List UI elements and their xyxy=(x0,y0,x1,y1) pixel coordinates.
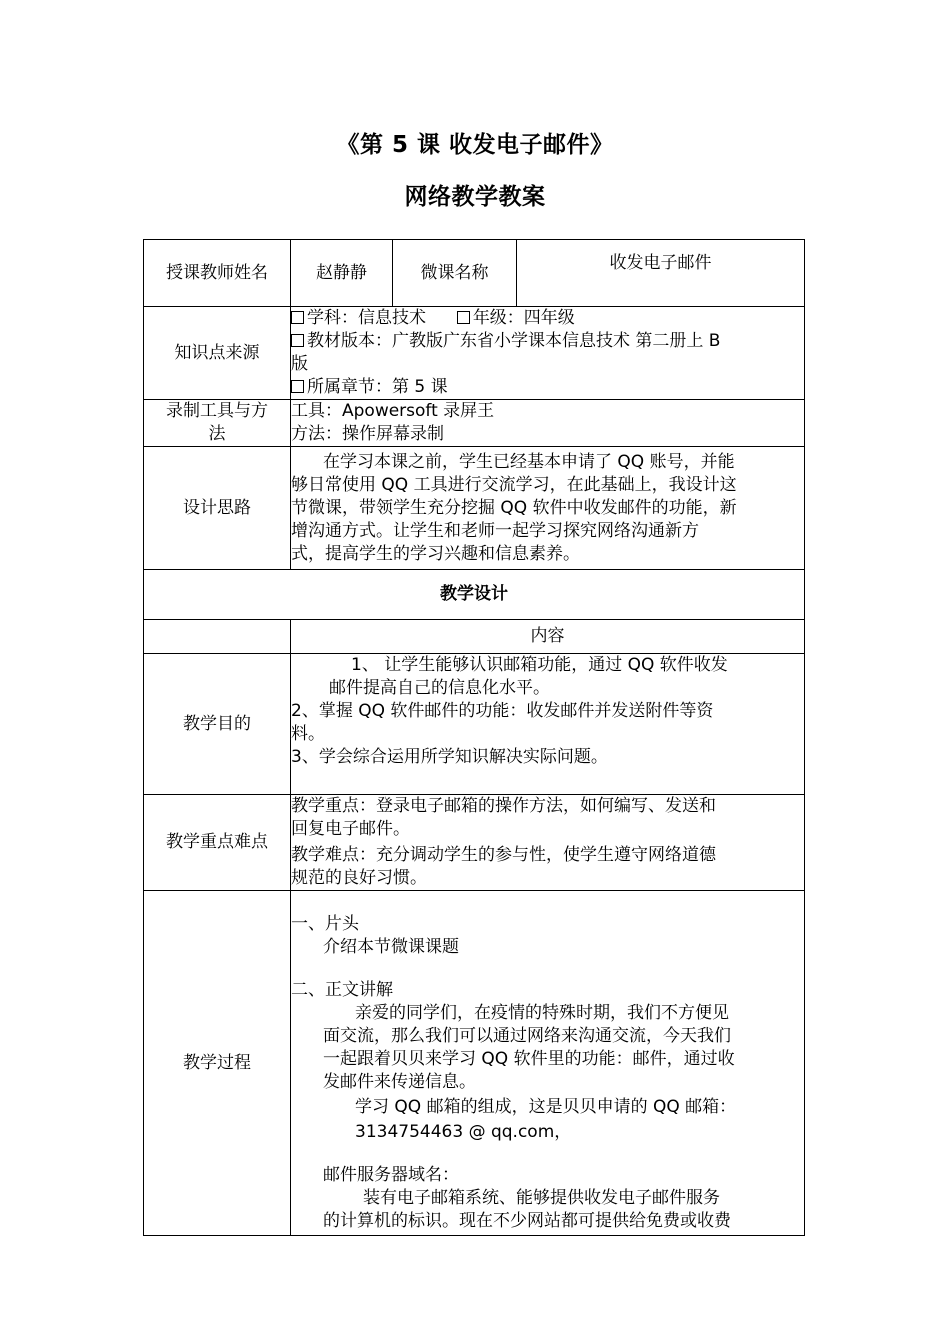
chapter-text: 所属章节：第 5 课 xyxy=(307,377,448,397)
paragraph-line: 亲爱的同学们，在疫情的特殊时期，我们不方便见 xyxy=(355,1003,729,1023)
section-title: 二、正文讲解 xyxy=(291,980,393,1000)
lesson-title: 《第 5 课 收发电子邮件》 xyxy=(336,132,614,158)
table-row-key-points xyxy=(144,795,805,891)
paragraph-line: 够日常使用 QQ 工具进行交流学习，在此基础上，我设计这 xyxy=(291,474,737,495)
lesson-plan-table xyxy=(143,239,805,1236)
process-label: 教学过程 xyxy=(144,891,291,1236)
tools-label-line2: 法 xyxy=(208,424,226,444)
objective-item: 2、掌握 QQ 软件邮件的功能：收发邮件并发送附件等资 xyxy=(291,701,714,721)
objective-item: 1、 让学生能够认识邮箱功能，通过 QQ 软件收发 xyxy=(351,655,728,675)
paragraph-line: 一起跟着贝贝来学习 QQ 软件里的功能：邮件，通过收 xyxy=(323,1049,735,1069)
document-subtitle: 网络教学教案 xyxy=(404,184,546,210)
teacher-name-label: 授课教师姓名 xyxy=(144,240,291,307)
table-row-tools xyxy=(144,400,805,447)
paragraph-line: 在学习本课之前，学生已经基本申请了 QQ 账号，并能 xyxy=(323,451,735,472)
tools-label xyxy=(144,400,291,447)
focus-text: 教学重点：登录电子邮箱的操作方法，如何编写、发送和 xyxy=(291,796,716,816)
tools-label-line1: 录制工具与方 xyxy=(166,401,268,421)
subject-text: 学科：信息技术 xyxy=(307,308,426,328)
difficulty-text: 教学难点：充分调动学生的参与性，使学生遵守网络道德 xyxy=(291,845,716,865)
course-name-value: 收发电子邮件 xyxy=(517,240,805,307)
table-row-design-idea xyxy=(144,447,805,570)
domain-title: 邮件服务器域名： xyxy=(323,1165,459,1185)
knowledge-source-label: 知识点来源 xyxy=(144,307,291,400)
table-row-objectives xyxy=(144,654,805,795)
empty-cell xyxy=(144,620,291,654)
checkbox-icon xyxy=(291,311,304,324)
paragraph-line: 增沟通方式。让学生和老师一起学习探究网络沟通新方 xyxy=(291,520,699,541)
tool-text: 工具：Apowersoft 录屏王 xyxy=(291,401,495,421)
method-text: 方法：操作屏幕录制 xyxy=(291,424,444,444)
grade-text: 年级：四年级 xyxy=(472,308,575,328)
process-content xyxy=(291,891,805,1236)
checkbox-icon xyxy=(291,334,304,347)
paragraph-line: 面交流，那么我们可以通过网络来沟通交流，今天我们 xyxy=(323,1026,731,1046)
objective-item-cont: 料。 xyxy=(291,724,325,744)
section-text: 介绍本节微课课题 xyxy=(323,937,459,957)
design-idea-content xyxy=(291,447,805,570)
objective-item-cont: 邮件提高自己的信息化水平。 xyxy=(329,678,550,698)
design-idea-label: 设计思路 xyxy=(144,447,291,570)
knowledge-source-content xyxy=(291,307,805,400)
mailbox-address: 3134754463 @ qq.com， xyxy=(355,1122,572,1142)
content-header: 内容 xyxy=(291,620,805,654)
paragraph-line: 节微课，带领学生充分挖掘 QQ 软件中收发邮件的功能，新 xyxy=(291,497,737,518)
mailbox-text: 学习 QQ 邮箱的组成，这是贝贝申请的 QQ 邮箱： xyxy=(355,1097,737,1117)
course-name-label: 微课名称 xyxy=(393,240,517,307)
difficulty-text-cont: 规范的良好习惯。 xyxy=(291,868,427,888)
key-points-content xyxy=(291,795,805,891)
teacher-name-value: 赵静静 xyxy=(291,240,393,307)
checkbox-icon xyxy=(457,311,470,324)
table-row-process xyxy=(144,891,805,1236)
table-row-knowledge-source xyxy=(144,307,805,400)
paragraph-line: 的计算机的标识。现在不少网站都可提供给免费或收费 xyxy=(323,1211,731,1231)
paragraph-line: 装有电子邮箱系统、能够提供收发电子邮件服务 xyxy=(363,1188,720,1208)
objective-item: 3、学会综合运用所学知识解决实际问题。 xyxy=(291,747,608,767)
table-row-teaching-design xyxy=(144,570,805,620)
table-row-content-header xyxy=(144,620,805,654)
edition-text-cont: 版 xyxy=(291,354,308,374)
paragraph-line: 式，提高学生的学习兴趣和信息素养。 xyxy=(291,543,580,564)
key-points-label: 教学重点难点 xyxy=(144,795,291,891)
table-row-header xyxy=(144,240,805,307)
edition-text: 教材版本：广教版广东省小学课本信息技术 第二册上 B xyxy=(307,331,721,351)
objectives-label: 教学目的 xyxy=(144,654,291,795)
section-title: 一、片头 xyxy=(291,914,359,934)
teaching-design-heading: 教学设计 xyxy=(144,570,805,620)
objectives-content xyxy=(291,654,805,795)
focus-text-cont: 回复电子邮件。 xyxy=(291,819,410,839)
tools-content xyxy=(291,400,805,447)
checkbox-icon xyxy=(291,380,304,393)
paragraph-line: 发邮件来传递信息。 xyxy=(323,1072,476,1092)
